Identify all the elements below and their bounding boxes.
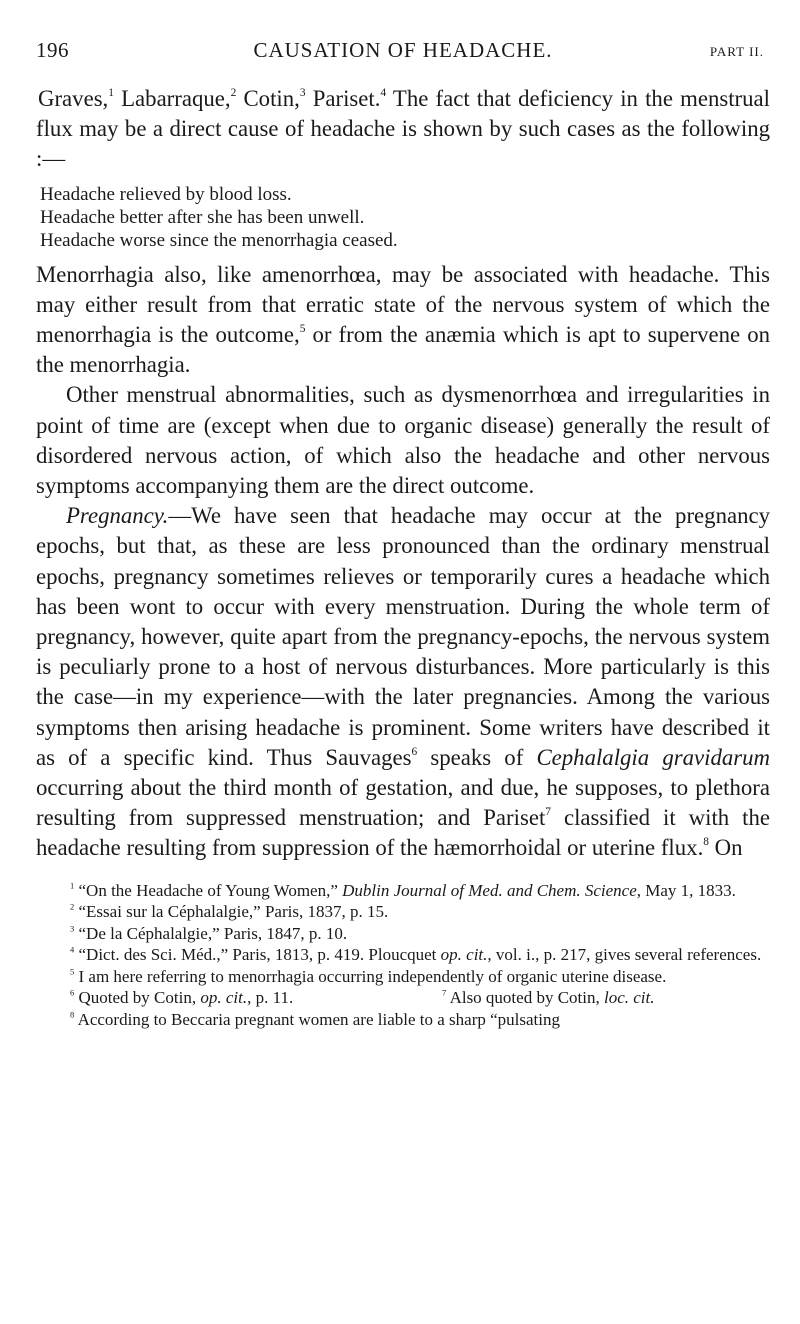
footnote-ref: 6 [411,745,418,758]
other-abnormalities-paragraph: Other menstrual abnormalities, such as dysmenorrhœa and irregularities in point of time are (except when due to organic disease) generally the result of disordered nervous action, of which also the headache and other nervous symptoms accompanying them are the direct outcome. [36,382,770,499]
case-item: Headache better after she has been unwell. [40,206,365,228]
footnote-ref: 7 [545,806,551,819]
citation-abbrev: op. cit. [200,988,248,1008]
pregnancy-text: speaks of [417,744,537,770]
author-name: Graves, [38,86,109,111]
footnote-number: 8 [70,1009,75,1020]
menorrhagia-text: or from the anæmia which is apt to supervene on the menorrhagia. [36,322,770,378]
footnote-5 [36,966,770,988]
footnote-6 [70,988,293,1007]
footnote-8 [36,1009,770,1031]
footnote-number: 1 [70,880,75,891]
pregnancy-text: classified it with the headache resulting from suppression of the hæmorrhoidal or uterine flux. [36,805,771,861]
footnote-text: According to Beccaria pregnant women are liable to a sharp “pulsating [77,1010,560,1030]
pregnancy-text: occurring about the third month of gestation, and due, he supposes, to plethora resulting from suppressed menstruation; and Pariset [36,775,770,831]
footnote-4 [36,944,770,966]
pregnancy-text: On [708,835,743,861]
footnote-text: Also quoted by Cotin, [449,988,604,1008]
footnote-text: “On the Headache of Young Women,” [78,880,343,900]
footnote-number: 5 [70,966,75,977]
footnote-text: “De la Céphalalgie,” Paris, 1847, p. 10. [78,923,348,943]
pregnancy-heading: Pregnancy. [66,503,169,529]
case-item: Headache worse since the menorrhagia ceased. [40,229,398,251]
footnotes [36,880,770,1031]
body-text [36,84,770,864]
footnote-1 [36,880,770,902]
footnote-number: 6 [70,987,75,998]
footnote-number: 4 [70,944,75,955]
running-title: CAUSATION OF HEADACHE. [253,38,553,62]
footnote-6-7 [36,987,770,1009]
footnote-ref: 2 [230,86,237,99]
citation-abbrev: op. cit. [440,945,488,965]
journal-title: Dublin Journal of Med. and Chem. Science [342,880,637,900]
footnote-ref: 4 [380,86,387,99]
pregnancy-text: —We have seen that headache may occur at the pregnancy epochs, but that, as these are less pronounced than the ordinary menstrual epochs, pregnancy sometimes relieves or temporarily cures a headache which has been wont to occur with every menstruation. During the whole term of pregnancy, however, quite apart from the pregnancy-epochs, the nervous system is peculiarly prone to a host of nervous disturbances. More particularly is this the case—in my experience—with the later pregnancies. Among the various symptoms then arising headache is prominent. Some writers have described it as of a specific kind. Thus Sauvages [36,503,770,770]
footnote-text: , vol. i., p. 217, gives several references. [487,945,762,965]
citation-abbrev: loc. cit. [603,988,655,1008]
footnote-number: 2 [70,901,75,912]
footnote-ref: 3 [299,86,306,99]
opening-paragraph [36,84,770,175]
menorrhagia-text: Menorrhagia also, like amenorrhœa, may be associated with headache. This may either result from that erratic state of the nervous system of which the menorrhagia is the outcome, [36,261,770,348]
latin-term: Cephalalgia gravidarum [536,744,770,770]
footnote-number: 3 [70,923,75,934]
footnote-text: Quoted by Cotin, [78,988,201,1008]
case-list [40,183,770,252]
footnote-ref: 8 [703,836,709,849]
footnote-text: I am here referring to menorrhagia occurring independently of organic uterine disease. [78,966,667,986]
author-name: Cotin, [243,86,300,111]
footnote-number: 7 [442,987,447,998]
case-item: Headache relieved by blood loss. [40,183,292,205]
footnote-text: “Dict. des Sci. Méd.,” Paris, 1813, p. 419. Ploucquet [78,945,441,965]
footnote-3 [36,923,770,945]
footnote-text: “Essai sur la Céphalalgie,” Paris, 1837, p. 15. [78,902,389,922]
footnote-text: , May 1, 1833. [636,880,736,900]
footnote-ref: 1 [108,86,114,99]
author-name: Pariset. [312,86,381,111]
book-page [36,30,770,1031]
menorrhagia-paragraph [36,260,770,381]
pregnancy-paragraph [36,501,770,863]
part-label: PART II. [709,44,764,59]
page-number: 196 [36,38,69,62]
author-name: Labarraque, [121,86,231,111]
opening-text: The fact that deficiency in the menstrual flux may be a direct cause of headache is shown by such cases as the following :— [36,86,770,172]
running-header [36,30,770,66]
footnote-text: , p. 11. [247,988,294,1008]
footnote-ref: 5 [299,322,306,335]
footnote-2 [36,901,770,923]
footnote-7 [442,987,655,1009]
